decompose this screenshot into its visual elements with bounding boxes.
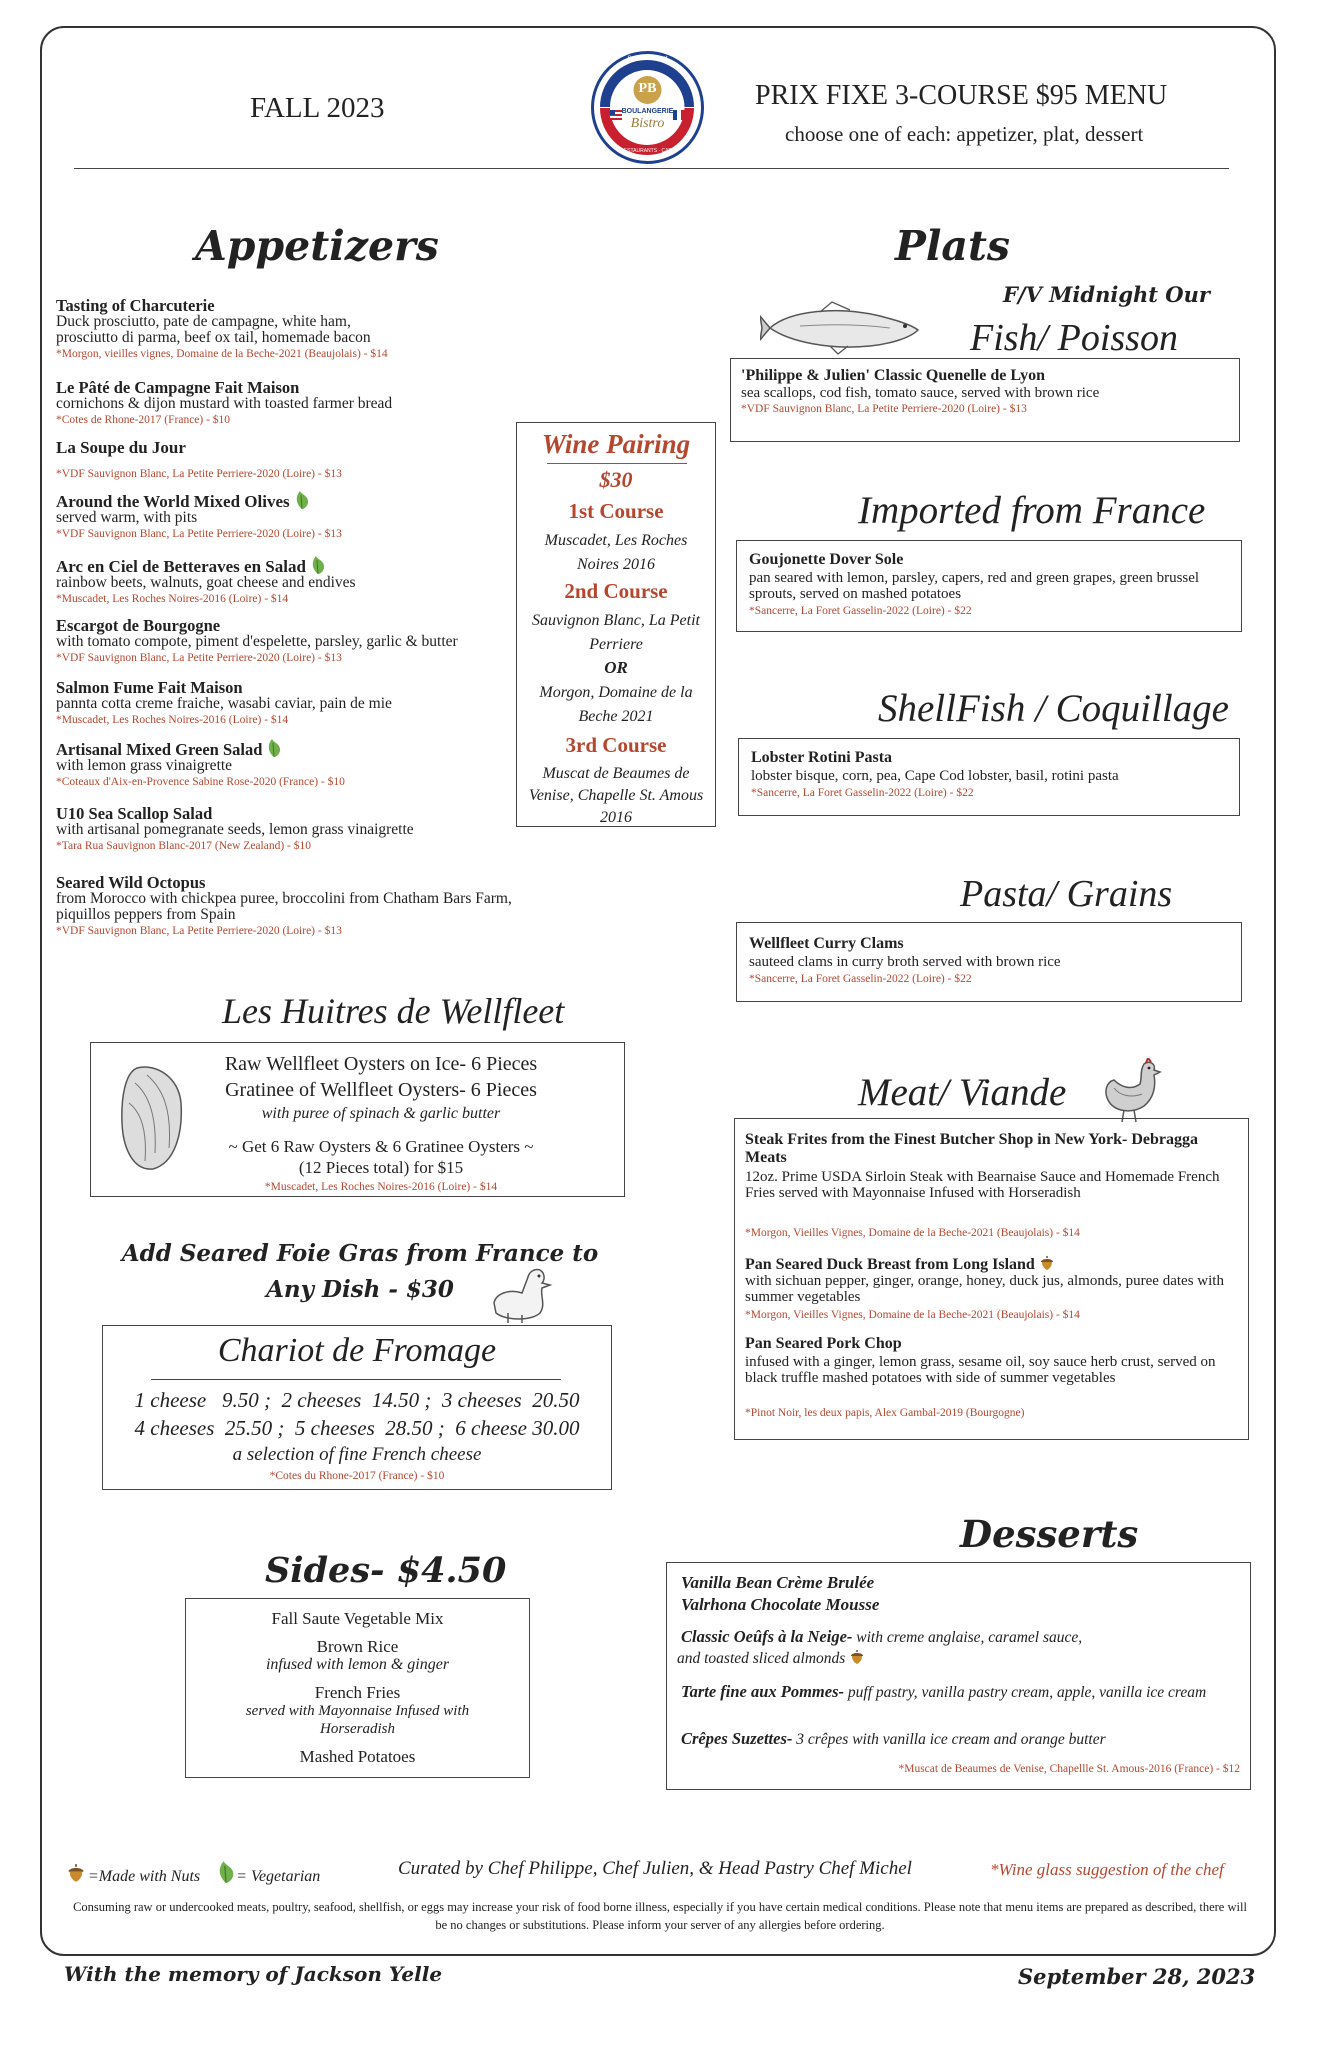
appetizer-desc: with tomato compote, piment d'espelette, parsley, garlic & butter [56, 633, 458, 650]
course-3-label: 3rd Course [565, 733, 667, 757]
fish-icon [760, 298, 930, 358]
desserts-heading: Desserts [960, 1512, 1139, 1556]
curated-by: Curated by Chef Philippe, Chef Julien, & Head Pastry Chef Michel [398, 1858, 912, 1879]
meat-box [734, 1118, 1249, 1440]
fromage-box [102, 1325, 612, 1490]
side-item-note: served with Mayonnaise Infused with Horseradish [245, 1703, 470, 1737]
dessert-desc: and toasted sliced almonds [677, 1650, 846, 1667]
wine-note: *Wine glass suggestion of the chef [990, 1860, 1224, 1879]
side-item: Mashed Potatoes [299, 1747, 416, 1766]
oyster-combo: ~ Get 6 Raw Oysters & 6 Gratinee Oysters ~ [228, 1137, 534, 1156]
appetizer-desc: rainbow beets, walnuts, goat cheese and endives [56, 574, 356, 591]
fromage-heading: Chariot de Fromage [217, 1332, 497, 1369]
dish-desc: sauteed clams in curry broth served with brown rice [749, 954, 1061, 970]
dish-desc: with sichuan pepper, ginger, orange, honey, duck jus, almonds, puree dates with summer vegetables [745, 1273, 1224, 1305]
appetizer-item [56, 298, 546, 362]
season-label: FALL 2023 [250, 92, 385, 124]
wine-suggestion: *Morgon, Vieilles Vignes, Domaine de la Beche-2021 (Beaujolais) - $14 [745, 1227, 1080, 1239]
course-2-wine-b: Morgon, Domaine de la Beche 2021 [539, 684, 693, 725]
appetizer-desc: with lemon grass vinaigrette [56, 757, 233, 774]
oysters-heading: Les Huitres de Wellfleet [222, 991, 565, 1031]
dessert-name: Crêpes Suzettes- [681, 1729, 793, 1748]
course-3-wine: Muscat de Beaumes de Venise, Chapelle St. Amous 2016 [528, 765, 704, 826]
food-safety-disclaimer: Consuming raw or undercooked meats, poultry, seafood, shellfish, or eggs may increase your risk of food borne illness, especially if you have certain medical conditions. Please note that menu items are prepared as described, there will be no changes or substitutions. Please inform your server of any allergies before ordering. [73, 1900, 1247, 1932]
wine-suggestion: *Morgon, vieilles vignes, Domaine de la Beche-2021 (Beaujolais) - $14 [56, 348, 388, 360]
menu-subtitle: choose one of each: appetizer, plat, dessert [785, 122, 1144, 146]
sides-box [185, 1598, 530, 1778]
course-2-or: OR [604, 658, 628, 677]
appetizer-name: Seared Wild Octopus [56, 873, 206, 892]
side-item: Fall Saute Vegetable Mix [271, 1609, 444, 1628]
wine-suggestion: *VDF Sauvignon Blanc, La Petite Perriere-2020 (Loire) - $13 [56, 925, 342, 937]
nuts-legend-label: =Made with Nuts [88, 1868, 201, 1885]
logo-word: BOULANGERIE [621, 108, 674, 115]
course-2-label: 2nd Course [564, 579, 668, 603]
gratinee-oysters: Gratinee of Wellfleet Oysters- 6 Pieces [225, 1079, 537, 1101]
course-1-wine: Muscadet, Les Roches Noires 2016 [544, 532, 688, 573]
wine-pairing-underline [547, 463, 687, 464]
logo-initials: PB [638, 81, 657, 96]
appetizer-name: La Soupe du Jour [56, 438, 186, 457]
menu-date: September 28, 2023 [1018, 1964, 1256, 1989]
oyster-combo-price: (12 Pieces total) for $15 [298, 1158, 464, 1177]
wine-suggestion: *VDF Sauvignon Blanc, La Petite Perriere-2020 (Loire) - $13 [741, 403, 1027, 415]
appetizer-name: Salmon Fume Fait Maison [56, 678, 243, 697]
appetizer-item [56, 490, 546, 542]
menu-title: PRIX FIXE 3-COURSE $95 MENU [755, 80, 1168, 111]
shellfish-box [738, 738, 1240, 816]
side-item: Brown Rice [316, 1637, 399, 1656]
dessert-name: Classic Oeûfs à la Neige- [681, 1627, 853, 1646]
shellfish-heading: ShellFish / Coquillage [878, 687, 1229, 730]
dish-name: Pan Seared Duck Breast from Long Island [745, 1256, 1035, 1273]
appetizer-desc: Duck prosciutto, pate de campagne, white ham, prosciutto di parma, beef ox tail, homemade bacon [56, 313, 371, 346]
appetizer-name: Le Pâté de Campagne Fait Maison [56, 378, 300, 397]
france-box [736, 540, 1242, 632]
wine-suggestion: *VDF Sauvignon Blanc, La Petite Perriere-2020 (Loire) - $13 [56, 468, 342, 480]
appetizer-desc: cornichons & dijon mustard with toasted farmer bread [56, 395, 393, 412]
wine-suggestion: *Cotes de Rhone-2017 (France) - $10 [56, 414, 231, 426]
appetizer-item [56, 380, 546, 428]
nut-icon [66, 1863, 86, 1883]
cheese-selection-note: a selection of fine French cheese [232, 1444, 482, 1465]
cheese-prices-line-1: 1 cheese 9.50 ; 2 cheeses 14.50 ; 3 cheeses 20.50 [134, 1388, 580, 1412]
wine-pairing-price: $30 [599, 467, 633, 492]
side-item: French Fries [314, 1683, 401, 1702]
appetizer-item [56, 806, 546, 854]
appetizer-name: Arc en Ciel de Betteraves en Salad [56, 557, 306, 576]
wine-pairing-title: Wine Pairing [541, 429, 691, 459]
wine-suggestion: *Pinot Noir, les deux papis, Alex Gambal-2019 (Bourgogne) [745, 1407, 1025, 1419]
wine-suggestion: *Muscat de Beaumes de Venise, Chapellle St. Amous-2016 (France) - $12 [898, 1763, 1240, 1775]
vegetarian-icon [310, 555, 326, 575]
wine-suggestion: *Coteaux d'Aix-en-Provence Sabine Rose-2020 (France) - $10 [56, 776, 345, 788]
plats-heading: Plats [895, 222, 1010, 270]
dessert-desc: puff pastry, vanilla pastry cream, apple, vanilla ice cream [844, 1684, 1207, 1701]
dish-desc: pan seared with lemon, parsley, capers, red and green grapes, green brussel sprouts, served on mashed potatoes [749, 570, 1200, 602]
appetizer-desc: pannta cotta creme fraiche, wasabi caviar, pain de mie [56, 695, 392, 712]
vegetarian-icon [266, 738, 282, 758]
pasta-box [736, 922, 1242, 1002]
wine-suggestion: *Muscadet, Les Roches Noires-2016 (Loire) - $14 [56, 593, 289, 605]
wine-suggestion: *VDF Sauvignon Blanc, La Petite Perriere-2020 (Loire) - $13 [56, 652, 342, 664]
hen-icon [1102, 1058, 1164, 1124]
header-divider [74, 168, 1229, 169]
appetizer-item [56, 440, 546, 482]
foie-gras-line-2: Any Dish - $30 [266, 1276, 454, 1303]
duck-icon [488, 1265, 558, 1325]
fish-heading: Fish/ Poisson [970, 317, 1178, 359]
meat-heading: Meat/ Viande [858, 1071, 1067, 1114]
dessert-desc: 3 crêpes with vanilla ice cream and orange butter [792, 1731, 1106, 1748]
fish-caption: F/V Midnight Our [1003, 282, 1210, 307]
appetizer-desc: with artisanal pomegranate seeds, lemon grass vinaigrette [56, 821, 414, 838]
wine-suggestion: *Muscadet, Les Roches Noires-2016 (Loire) - $14 [264, 1181, 498, 1193]
appetizer-name: Tasting of Charcuterie [56, 296, 215, 315]
dessert-name: Tarte fine aux Pommes- [681, 1682, 845, 1701]
dish-desc: lobster bisque, corn, pea, Cape Cod lobster, basil, rotini pasta [751, 768, 1119, 784]
dish-name: Goujonette Dover Sole [749, 551, 904, 568]
vegetarian-icon [216, 1860, 236, 1884]
vegetarian-icon [294, 490, 310, 510]
oysters-box [90, 1042, 625, 1197]
dish-name: Pan Seared Pork Chop [745, 1335, 902, 1352]
dish-name: Wellfleet Curry Clams [749, 935, 904, 952]
nut-icon [1039, 1255, 1055, 1271]
wine-pairing-box [516, 422, 716, 827]
appetizer-item [56, 875, 566, 939]
course-1-label: 1st Course [568, 499, 664, 523]
gratinee-note: with puree of spinach & garlic butter [261, 1105, 501, 1122]
nut-icon [849, 1649, 865, 1665]
dish-desc: infused with a ginger, lemon grass, sesame oil, soy sauce herb crust, served on black truffle mashed potatoes with side of summer vegetables [745, 1354, 1216, 1386]
dish-name: Lobster Rotini Pasta [751, 749, 893, 766]
logo-script: Bistro [630, 116, 665, 131]
course-2-wine-a: Sauvignon Blanc, La Petit Perriere [532, 612, 700, 653]
cheese-prices-line-2: 4 cheeses 25.50 ; 5 cheeses 28.50 ; 6 cheese 30.00 [134, 1416, 580, 1440]
appetizer-name: U10 Sea Scallop Salad [56, 804, 213, 823]
fromage-underline [151, 1379, 561, 1380]
france-heading: Imported from France [858, 489, 1206, 532]
dish-desc: sea scallops, cod fish, tomato sauce, served with brown rice [741, 385, 1100, 401]
wine-suggestion: *Sancerre, La Foret Gasselin-2022 (Loire) - $22 [749, 605, 972, 617]
wine-suggestion: *Cotes du Rhone-2017 (France) - $10 [269, 1470, 445, 1482]
dish-desc: 12oz. Prime USDA Sirloin Steak with Bearnaise Sauce and Homemade French Fries served with Mayonnaise Infused with Horseradish [745, 1169, 1220, 1201]
wine-suggestion: *Sancerre, La Foret Gasselin-2022 (Loire) - $22 [751, 787, 974, 799]
sides-heading: Sides- $4.50 [265, 1550, 507, 1591]
appetizer-item [56, 680, 546, 728]
veg-legend-label: = Vegetarian [236, 1868, 321, 1885]
legend [66, 1860, 320, 1886]
pasta-heading: Pasta/ Grains [960, 873, 1173, 915]
side-item-note: infused with lemon & ginger [265, 1656, 450, 1673]
dessert-item: Valrhona Chocolate Mousse [681, 1595, 880, 1614]
memory-dedication: With the memory of Jackson Yelle [64, 1962, 443, 1986]
appetizer-desc: served warm, with pits [56, 509, 198, 526]
appetizer-name: Artisanal Mixed Green Salad [56, 740, 263, 759]
appetizer-name: Escargot de Bourgogne [56, 616, 221, 635]
dish-name: Steak Frites from the Finest Butcher Shop in New York- Debragga Meats [745, 1131, 1199, 1166]
fish-box [730, 358, 1240, 442]
logo-ring-top: South Wellfleet [627, 56, 668, 62]
logo-ring-bottom: RESTAURANTS · CAFÉ [620, 148, 675, 154]
wine-suggestion: *Sancerre, La Foret Gasselin-2022 (Loire) - $22 [749, 973, 972, 985]
appetizer-item [56, 738, 546, 790]
foie-gras-line-1: Add Seared Foie Gras from France to [121, 1240, 599, 1267]
wine-suggestion: *VDF Sauvignon Blanc, La Petite Perriere-2020 (Loire) - $13 [56, 528, 342, 540]
dessert-desc: with creme anglaise, caramel sauce, [852, 1629, 1083, 1646]
appetizer-desc: from Morocco with chickpea puree, broccolini from Chatham Bars Farm, piquillos peppers from Spain [56, 890, 512, 923]
dessert-item: Vanilla Bean Crème Brulée [681, 1573, 875, 1592]
wine-suggestion: *Morgon, Vieilles Vignes, Domaine de la Beche-2021 (Beaujolais) - $14 [745, 1309, 1080, 1321]
dish-name: 'Philippe & Julien' Classic Quenelle de Lyon [741, 367, 1046, 384]
appetizer-item [56, 555, 546, 607]
appetizer-item [56, 618, 546, 666]
desserts-box [666, 1562, 1251, 1790]
restaurant-logo [590, 50, 705, 165]
raw-oysters: Raw Wellfleet Oysters on Ice- 6 Pieces [224, 1053, 538, 1075]
appetizers-heading: Appetizers [195, 222, 439, 270]
wine-suggestion: *Tara Rua Sauvignon Blanc-2017 (New Zealand) - $10 [56, 840, 311, 852]
appetizer-name: Around the World Mixed Olives [56, 492, 290, 511]
wine-suggestion: *Muscadet, Les Roches Noires-2016 (Loire) - $14 [56, 714, 289, 726]
